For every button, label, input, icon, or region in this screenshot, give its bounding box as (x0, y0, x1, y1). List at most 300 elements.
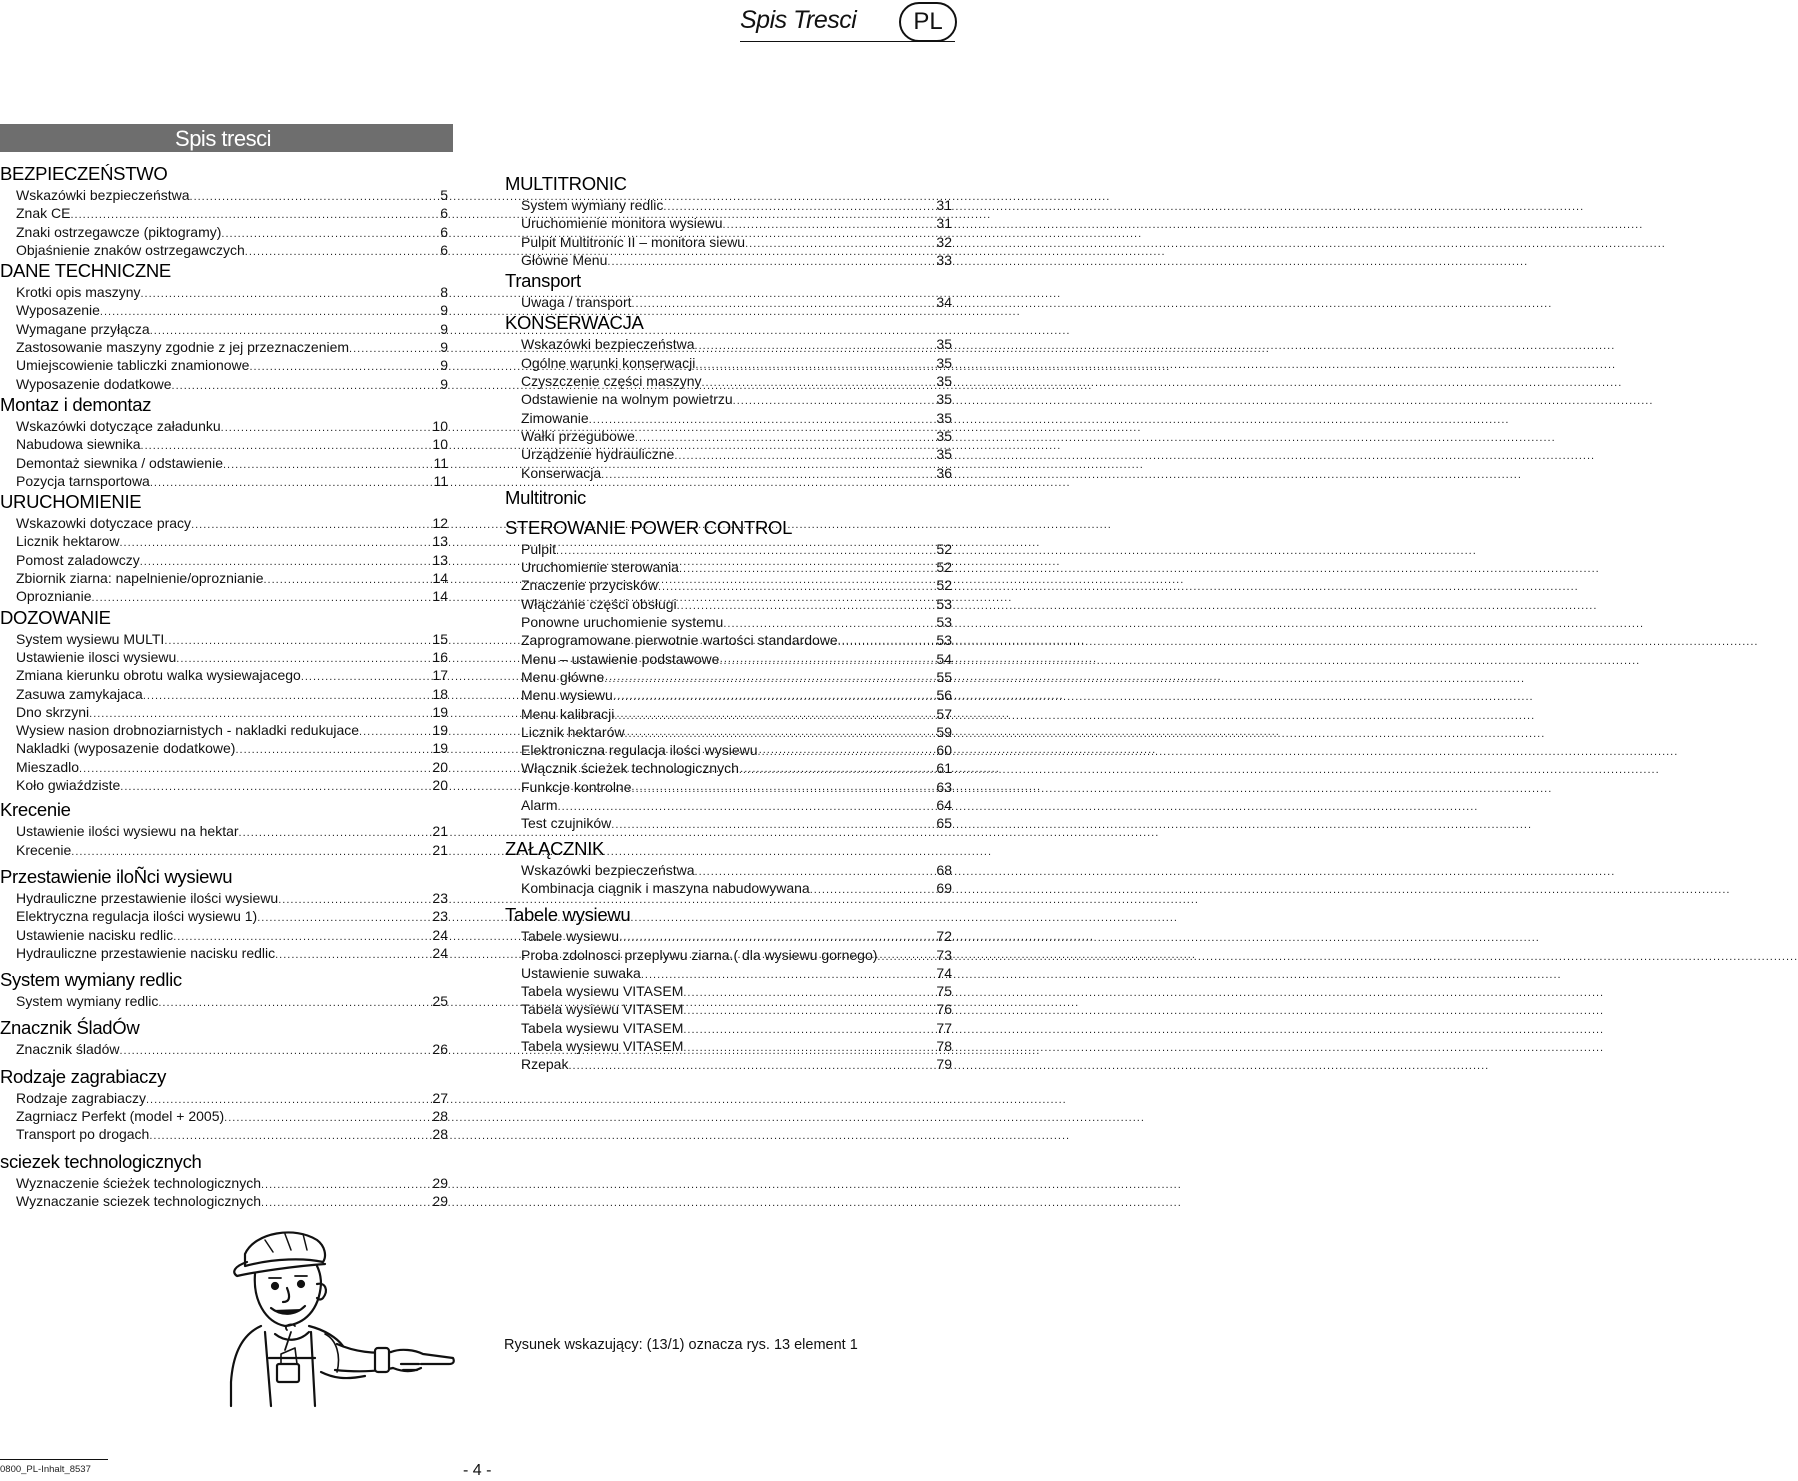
toc-entry-label: Zbiornik ziarna: napelnienie/oproznianie (16, 570, 264, 587)
toc-entry-label: Demontaż siewnika / odstawienie (16, 454, 223, 471)
toc-section-title: Przestawienie iloÑci wysiewu (0, 865, 233, 887)
toc-entry-page: 11 (433, 454, 448, 471)
toc-entry-page: 6 (440, 223, 448, 240)
toc-entry-page: 52 (936, 577, 952, 594)
toc-entry-page: 57 (936, 705, 952, 722)
dot-leader (568, 1057, 935, 1075)
dot-leader (221, 225, 439, 243)
toc-section-title: Montaz i demontaz (0, 393, 152, 415)
toc-entry-page: 64 (936, 797, 952, 814)
footer-divider (0, 1459, 108, 1460)
toc-entry[interactable] (0, 514, 448, 532)
toc-entry-page: 23 (432, 889, 448, 906)
dot-leader (257, 909, 431, 927)
dot-leader (719, 652, 935, 670)
toc-entry-label: Ustawienie suwaka (521, 964, 641, 981)
toc-section (505, 269, 952, 311)
toc-entry-label: Pulpit Multitronic II – monitora siewu (521, 233, 746, 250)
toc-entry-label: Tabela wysiewu VITASEM (521, 1001, 684, 1018)
dot-leader (149, 1127, 431, 1145)
toc-entry-label: Alarm (521, 797, 558, 814)
dot-leader (71, 843, 431, 861)
toc-entry[interactable] (0, 666, 448, 684)
toc-entry[interactable] (0, 472, 448, 490)
toc-entry-label: Objaśnienie znaków ostrzegawczych (16, 241, 245, 258)
toc-entry[interactable] (0, 435, 448, 453)
toc-entry-page: 12 (432, 515, 448, 532)
dot-leader (79, 760, 431, 778)
toc-entry-label: Wyznaczanie sciezek technologicznych (16, 1192, 261, 1209)
toc-entry[interactable] (505, 631, 952, 649)
toc-entry[interactable] (505, 879, 952, 897)
toc-entry-page: 13 (432, 533, 448, 550)
toc-entry[interactable] (505, 778, 952, 796)
toc-entry-page: 9 (440, 320, 448, 337)
toc-banner (0, 124, 453, 152)
toc-entry-label: Ustawienie nacisku redlic (16, 926, 174, 943)
toc-entry[interactable] (0, 223, 448, 241)
toc-entry[interactable] (0, 776, 448, 794)
toc-entry[interactable] (505, 982, 952, 1000)
toc-entry-label: Wyposazenie dodatkowe (16, 375, 172, 392)
toc-entry[interactable] (505, 390, 952, 408)
dot-leader (558, 798, 936, 816)
toc-entry[interactable] (0, 375, 448, 393)
toc-section (505, 311, 952, 481)
toc-entry-label: Mieszadlo (16, 758, 80, 775)
toc-entry[interactable] (505, 668, 952, 686)
toc-entry-page: 54 (936, 650, 952, 667)
dot-leader (679, 560, 935, 578)
toc-entry-label: Tabela wysiewu VITASEM (521, 1019, 684, 1036)
toc-entry[interactable] (0, 551, 448, 569)
toc-entry[interactable] (0, 822, 448, 840)
toc-entry-label: Zmiana kierunku obrotu walka wysiewajacego (16, 667, 301, 684)
toc-entry-label: Znaki ostrzegawcze (piktogramy) (16, 223, 222, 240)
toc-entry-page: 21 (432, 823, 448, 840)
toc-entry-label: Pulpit (521, 540, 557, 557)
toc-entry-label: Znacznik śladów (16, 1041, 120, 1058)
dot-leader (745, 235, 935, 253)
toc-entry-page: 77 (936, 1019, 952, 1036)
toc-entry-label: Wyposazenie (16, 302, 100, 319)
toc-entry-page: 35 (936, 391, 952, 408)
toc-entry-label: Ustawienie ilosci wysiewu (16, 648, 177, 665)
toc-entry-page: 32 (936, 233, 952, 250)
toc-entry-page: 6 (440, 241, 448, 258)
toc-entry[interactable] (505, 705, 952, 723)
toc-entry[interactable] (505, 445, 952, 463)
header-underline (740, 41, 955, 42)
toc-entry[interactable] (0, 889, 448, 907)
dot-leader (223, 456, 432, 474)
toc-entry[interactable] (505, 613, 952, 631)
toc-entry-page: 25 (432, 993, 448, 1010)
toc-entry-label: Wskazowki dotyczace pracy (16, 515, 192, 532)
toc-entry-label: Główne Menu (521, 251, 608, 268)
toc-entry-label: System wysiewu MULTI (16, 630, 165, 647)
toc-section-title: ZAŁĄCZNIK (505, 837, 605, 859)
toc-entry-page: 29 (432, 1174, 448, 1191)
dot-leader (143, 687, 432, 705)
toc-entry[interactable] (505, 427, 952, 445)
toc-entry[interactable] (0, 1192, 448, 1210)
toc-entry-label: Zaprogramowane pierwotnie wartości standardowe (521, 632, 838, 649)
toc-entry[interactable] (505, 1019, 952, 1037)
toc-entry-page: 52 (936, 559, 952, 576)
toc-entry-page: 21 (432, 841, 448, 858)
toc-right-column (505, 172, 952, 1074)
toc-entry[interactable] (0, 1107, 448, 1125)
toc-entry-label: Włącznik ścieżek technologicznych (521, 760, 739, 777)
toc-section (0, 606, 448, 795)
figure-caption: Rysunek wskazujący: (13/1) oznacza rys. 13 element 1 (504, 1337, 858, 1353)
toc-section-title: Znacznik ŚladÓw (0, 1017, 140, 1039)
toc-entry[interactable] (505, 964, 952, 982)
toc-entry[interactable] (0, 721, 448, 739)
toc-entry-label: Tabela wysiewu VITASEM (521, 1037, 684, 1054)
toc-section-title: Krecenie (0, 799, 71, 821)
toc-entry[interactable] (0, 944, 448, 962)
toc-entry[interactable] (505, 1055, 952, 1073)
toc-entry[interactable] (505, 1000, 952, 1018)
toc-entry-page: 53 (936, 614, 952, 631)
toc-entry[interactable] (505, 233, 952, 251)
toc-entry-label: Ogólne warunki konserwacji (521, 354, 696, 371)
toc-entry[interactable] (505, 576, 952, 594)
toc-entry-label: Zimowanie (521, 409, 589, 426)
toc-entry-page: 14 (432, 570, 448, 587)
toc-entry-label: Wskazówki bezpieczeństwa (521, 336, 695, 353)
toc-entry[interactable] (0, 630, 448, 648)
toc-section-title: System wymiany redlic (0, 969, 182, 991)
toc-entry-page: 59 (936, 723, 952, 740)
dot-leader (674, 447, 935, 465)
dot-leader (120, 1042, 432, 1060)
toc-entry-page: 20 (432, 758, 448, 775)
toc-entry-page: 36 (936, 464, 952, 481)
toc-entry-label: Urządzenie hydrauliczne (521, 446, 675, 463)
toc-entry-label: Wskazówki bezpieczeństwa (16, 187, 190, 203)
dot-leader (877, 948, 935, 966)
dot-leader (589, 411, 936, 429)
toc-entry-label: Menu główne (521, 668, 605, 685)
toc-entry-page: 74 (936, 964, 952, 981)
toc-entry[interactable] (0, 417, 448, 435)
toc-entry[interactable] (505, 354, 952, 372)
toc-entry[interactable] (0, 739, 448, 757)
toc-entry-label: Ponowne uruchomienie systemu (521, 614, 724, 631)
toc-entry-page: 9 (440, 357, 448, 374)
toc-entry-page: 52 (936, 540, 952, 557)
toc-entry-page: 35 (936, 427, 952, 444)
toc-entry[interactable] (505, 927, 952, 945)
language-badge: PL (899, 2, 957, 42)
toc-section (0, 968, 448, 1010)
toc-entry[interactable] (0, 648, 448, 666)
toc-left-column (0, 162, 448, 1210)
toc-entry[interactable] (505, 650, 952, 668)
dot-leader (235, 741, 431, 759)
dot-leader (140, 285, 439, 303)
toc-entry[interactable] (0, 1040, 448, 1058)
toc-entry-label: Koło gwiaździste (16, 777, 121, 794)
toc-entry[interactable] (0, 204, 448, 222)
document-code: 0800_PL-Inhalt_8537 (0, 1464, 91, 1475)
dot-leader (810, 881, 936, 899)
dot-leader (739, 761, 936, 779)
toc-entry[interactable] (0, 685, 448, 703)
toc-entry[interactable] (505, 741, 952, 759)
toc-entry-page: 33 (936, 251, 952, 268)
toc-entry-page: 6 (440, 205, 448, 222)
dot-leader (683, 1021, 935, 1039)
dot-leader (635, 429, 936, 447)
toc-section (0, 162, 448, 259)
toc-section-title: KONSERWACJA (505, 312, 644, 334)
toc-entry[interactable] (0, 992, 448, 1010)
dot-leader (239, 824, 432, 842)
toc-entry-label: Oproznianie (16, 588, 92, 605)
toc-section-title: Multitronic (505, 486, 586, 508)
toc-section-title: DOZOWANIE (0, 606, 111, 628)
toc-entry-label: Znak CE (16, 205, 71, 222)
toc-entry-page: 28 (432, 1126, 448, 1143)
toc-entry[interactable] (0, 338, 448, 356)
toc-entry[interactable] (505, 540, 952, 558)
dot-leader (264, 571, 432, 589)
toc-entry[interactable] (0, 758, 448, 776)
toc-entry-label: Krotki opis maszyny (16, 284, 141, 301)
dot-leader (733, 392, 936, 410)
toc-entry-label: Wyznaczenie ścieżek technologicznych (16, 1174, 261, 1191)
toc-entry[interactable] (505, 335, 952, 353)
toc-entry-page: 35 (936, 446, 952, 463)
dot-leader (100, 303, 439, 321)
dot-leader (224, 1109, 431, 1127)
toc-entry-label: Test czujników (521, 815, 612, 832)
toc-entry[interactable] (0, 1089, 448, 1107)
toc-entry[interactable] (505, 1037, 952, 1055)
dot-leader (191, 516, 431, 534)
dot-leader (641, 966, 936, 984)
toc-entry-page: 9 (440, 339, 448, 356)
toc-entry[interactable] (505, 723, 952, 741)
toc-section (0, 1016, 448, 1058)
toc-entry-page: 26 (432, 1041, 448, 1058)
toc-section (505, 516, 952, 833)
toc-section (0, 798, 448, 859)
toc-entry[interactable] (505, 595, 952, 613)
toc-entry[interactable] (505, 796, 952, 814)
toc-entry[interactable] (0, 320, 448, 338)
toc-entry-page: 35 (936, 373, 952, 390)
toc-entry-label: System wymiany redlic (521, 197, 664, 213)
toc-entry[interactable] (0, 907, 448, 925)
toc-section-title: sciezek technologicznych (0, 1150, 202, 1172)
toc-entry[interactable] (0, 569, 448, 587)
toc-entry[interactable] (0, 532, 448, 550)
dot-leader (604, 670, 935, 688)
toc-entry-page: 19 (432, 722, 448, 739)
toc-entry-label: Wymagane przyłącza (16, 320, 150, 337)
dot-leader (359, 723, 431, 741)
toc-entry-page: 65 (936, 815, 952, 832)
toc-entry-page: 24 (432, 944, 448, 961)
toc-entry-label: Dno skrzyni (16, 703, 90, 720)
dot-leader (695, 337, 936, 355)
toc-section-title: MULTITRONIC (505, 173, 627, 194)
toc-entry-page: 24 (432, 926, 448, 943)
toc-entry-page: 78 (936, 1037, 952, 1054)
toc-entry-page: 35 (936, 409, 952, 426)
toc-entry-label: Licznik hektarów (521, 723, 625, 740)
toc-entry-page: 16 (432, 648, 448, 665)
toc-entry-page: 68 (936, 861, 952, 878)
toc-entry[interactable] (505, 372, 952, 390)
toc-entry-label: Menu kalibracji (521, 705, 615, 722)
toc-banner-title: Spis tresci (175, 126, 271, 151)
toc-entry[interactable] (0, 1125, 448, 1143)
toc-entry-label: Pomost zaladowczy (16, 551, 140, 568)
dot-leader (120, 778, 431, 796)
dot-leader (301, 668, 432, 686)
toc-entry-label: Włączanie części obsługi (521, 595, 677, 612)
toc-entry[interactable] (505, 214, 952, 232)
toc-entry-page: 8 (440, 284, 448, 301)
page-number: - 4 - (463, 1462, 492, 1479)
toc-entry-label: Konserwacja (521, 464, 602, 481)
toc-entry-label: Umiejscowienie tabliczki znamionowe (16, 357, 250, 374)
toc-entry-label: Proba zdolnosci przeplywu ziarna.( dla wysiewu gornego) (521, 946, 878, 963)
toc-entry[interactable] (505, 686, 952, 704)
toc-entry-page: 5 (440, 187, 448, 203)
toc-entry-label: Elektroniczna regulacja ilości wysiewu (521, 742, 758, 759)
toc-section (0, 393, 448, 490)
toc-entry[interactable] (505, 196, 952, 214)
toc-entry[interactable] (0, 587, 448, 605)
dot-leader (164, 632, 431, 650)
toc-entry-page: 53 (936, 632, 952, 649)
dot-leader (607, 253, 935, 271)
dot-leader (261, 1176, 431, 1194)
toc-entry-page: 72 (936, 928, 952, 945)
toc-entry-label: Kombinacja ciągnik i maszyna nabudowywana (521, 879, 810, 896)
toc-entry[interactable] (505, 759, 952, 777)
toc-entry[interactable] (0, 283, 448, 301)
toc-entry[interactable] (0, 703, 448, 721)
dot-leader (683, 1039, 935, 1057)
toc-entry-label: Elektryczna regulacja ilości wysiewu 1) (16, 908, 258, 925)
toc-entry-page: 20 (432, 777, 448, 794)
dot-leader (172, 377, 440, 395)
toc-section (0, 865, 448, 962)
toc-entry[interactable] (0, 454, 448, 472)
dot-leader (275, 946, 431, 964)
toc-entry[interactable] (0, 241, 448, 259)
dot-leader (249, 358, 439, 376)
toc-entry-page: 18 (432, 685, 448, 702)
toc-entry-label: Tabele wysiewu (521, 928, 620, 945)
toc-entry-page: 14 (432, 588, 448, 605)
toc-entry-page: 56 (936, 687, 952, 704)
toc-entry-label: Pozycja tarnsportowa (16, 472, 150, 489)
toc-entry[interactable] (505, 946, 952, 964)
toc-entry-label: System wymiany redlic (16, 993, 159, 1010)
dot-leader (150, 474, 433, 492)
toc-entry[interactable] (505, 814, 952, 832)
toc-entry-label: Nabudowa siewnika (16, 436, 141, 453)
dot-leader (349, 340, 439, 358)
toc-entry-label: Transport po drogach (16, 1126, 150, 1143)
toc-entry-page: 76 (936, 1001, 952, 1018)
toc-entry[interactable] (0, 186, 448, 204)
dot-leader (695, 356, 935, 374)
toc-entry-page: 35 (936, 354, 952, 371)
toc-entry-page: 9 (440, 302, 448, 319)
toc-entry-page: 31 (936, 215, 952, 232)
toc-entry-label: Funkcje kontrolne (521, 778, 632, 795)
dot-leader (658, 578, 935, 596)
toc-section (0, 1150, 448, 1211)
dot-leader (611, 816, 935, 834)
toc-section-title: BEZPIECZEŃSTWO (0, 163, 168, 184)
dot-leader (838, 633, 936, 651)
toc-entry-page: 79 (936, 1056, 952, 1073)
dot-leader (221, 419, 432, 437)
toc-entry[interactable] (505, 861, 952, 879)
mechanic-pointing-icon (225, 1222, 455, 1407)
toc-entry-label: Ustawienie ilości wysiewu na hektar (16, 823, 239, 840)
toc-entry[interactable] (505, 251, 952, 269)
toc-entry[interactable] (0, 841, 448, 859)
toc-section-title: URUCHOMIENIE (0, 491, 142, 513)
toc-entry-label: Czyszczenie części maszyny (521, 373, 702, 390)
toc-entry-label: Rzepak (521, 1056, 569, 1073)
dot-leader (245, 243, 439, 261)
toc-section (505, 172, 952, 269)
dot-leader (92, 589, 432, 607)
toc-entry[interactable] (0, 356, 448, 374)
header-title: Spis Tresci (740, 6, 857, 34)
toc-section (505, 903, 952, 1073)
toc-entry-label: Uruchomienie sterowania (521, 559, 679, 576)
toc-entry-label: Tabela wysiewu VITASEM (521, 983, 684, 1000)
toc-entry-label: Znaczenie przycisków (521, 577, 658, 594)
toc-section-title: Transport (505, 270, 581, 292)
toc-entry-label: Zagrniacz Perfekt (model + 2005) (16, 1107, 225, 1124)
toc-entry-label: Uruchomienie monitora wysiewu (521, 215, 723, 232)
toc-section (505, 837, 952, 898)
toc-entry-page: 28 (432, 1107, 448, 1124)
toc-entry-label: Hydrauliczne przestawienie nacisku redlic (16, 944, 276, 961)
toc-section (0, 259, 448, 393)
toc-entry[interactable] (0, 926, 448, 944)
toc-entry[interactable] (505, 464, 952, 482)
toc-entry[interactable] (505, 293, 952, 311)
toc-entry[interactable] (0, 301, 448, 319)
toc-entry[interactable] (505, 558, 952, 576)
toc-section-title: DANE TECHNICZNE (0, 260, 171, 282)
dot-leader (683, 1002, 935, 1020)
toc-section (0, 1065, 448, 1144)
dot-leader (702, 374, 936, 392)
toc-entry[interactable] (505, 409, 952, 427)
dot-leader (632, 295, 936, 313)
toc-entry-label: Menu wysiewu (521, 687, 613, 704)
toc-entry[interactable] (0, 1174, 448, 1192)
toc-entry-page: 19 (432, 703, 448, 720)
